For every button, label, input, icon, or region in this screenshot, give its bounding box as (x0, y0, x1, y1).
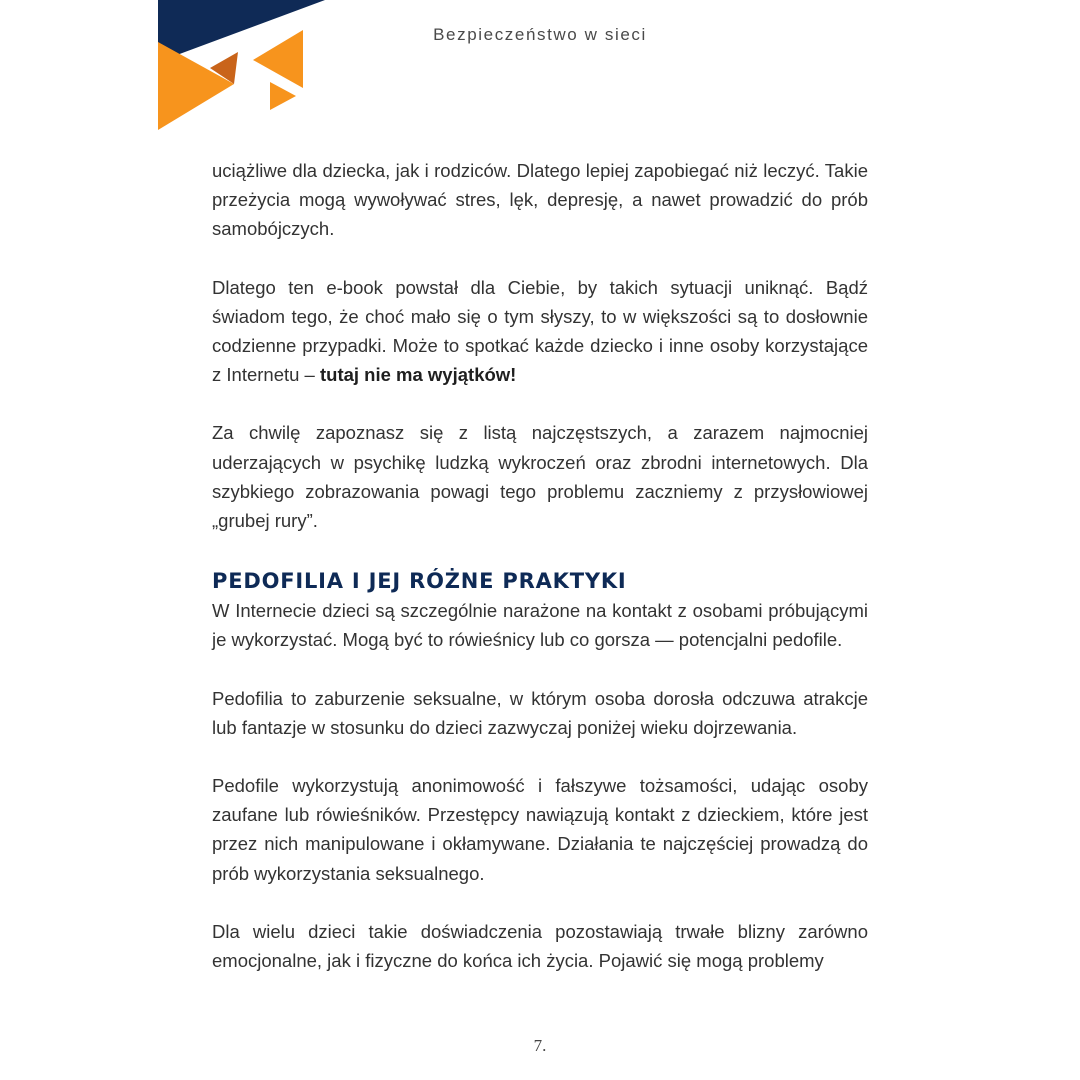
orange-triangle-small (270, 82, 296, 110)
paragraph-2-emphasis: tutaj nie ma wyjątków! (319, 364, 517, 386)
paragraph-6: Pedofile wykorzystują anonimowość i fałszywe tożsamości, udając osoby zaufane lub rówieśników. Przestępcy nawiązują kontakt z dzieckiem, które jest przez nich manipulowane i okłamywane. Działania te najczęściej prowadzą do prób wykorzystania seksualnego. (212, 775, 868, 884)
content-body (212, 156, 868, 975)
orange-triangle-large (158, 42, 234, 130)
corner-triangles-decoration (158, 0, 328, 132)
paragraph-7: Dla wielu dzieci takie doświadczenia pozostawiają trwałe blizny zarówno emocjonalne, jak i fizyczne do końca ich życia. Pojawić się mogą problemy (212, 920, 868, 972)
header-title: Bezpieczeństwo w sieci (433, 25, 647, 44)
page-number: 7. (533, 1036, 547, 1055)
paragraph-5: Pedofilia to zaburzenie seksualne, w którym osoba dorosła odczuwa atrakcje lub fantazje w stosunku do dzieci zazwyczaj poniżej wieku dojrzewania. (212, 687, 868, 738)
paragraph-4: W Internecie dzieci są szczególnie narażone na kontakt z osobami próbującymi je wykorzystać. Mogą być to rówieśnicy lub co gorsza — potencjalni pedofile. (212, 600, 868, 651)
paragraph-3: Za chwilę zapoznasz się z listą najczęstszych, a zarazem najmocniej uderzających w psychikę ludzką wykroczeń oraz zbrodni internetowych. Dla szybkiego zobrazowania powagi tego problemu zaczniemy z przysłowiowej „grubej rury”. (212, 422, 868, 532)
paragraph-1: uciążliwe dla dziecka, jak i rodziców. Dlatego lepiej zapobiegać niż leczyć. Takie przeżycia mogą wywoływać stres, lęk, depresję, a nawet prowadzić do prób samobójczych. (212, 160, 868, 240)
paragraph-2-text: Dlatego ten e-book powstał dla Ciebie, by takich sytuacji uniknąć. Bądź świadom tego, że choć mało się o tym słyszy, to w większości są to dosłownie codzienne przypadki. Może to spotkać każde dziecko i inne osoby korzystające z Internetu – (212, 276, 868, 386)
section-heading: PEDOFILIA I JEJ RÓŻNE PRAKTYKI (212, 569, 627, 594)
paragraph-2 (212, 273, 868, 390)
